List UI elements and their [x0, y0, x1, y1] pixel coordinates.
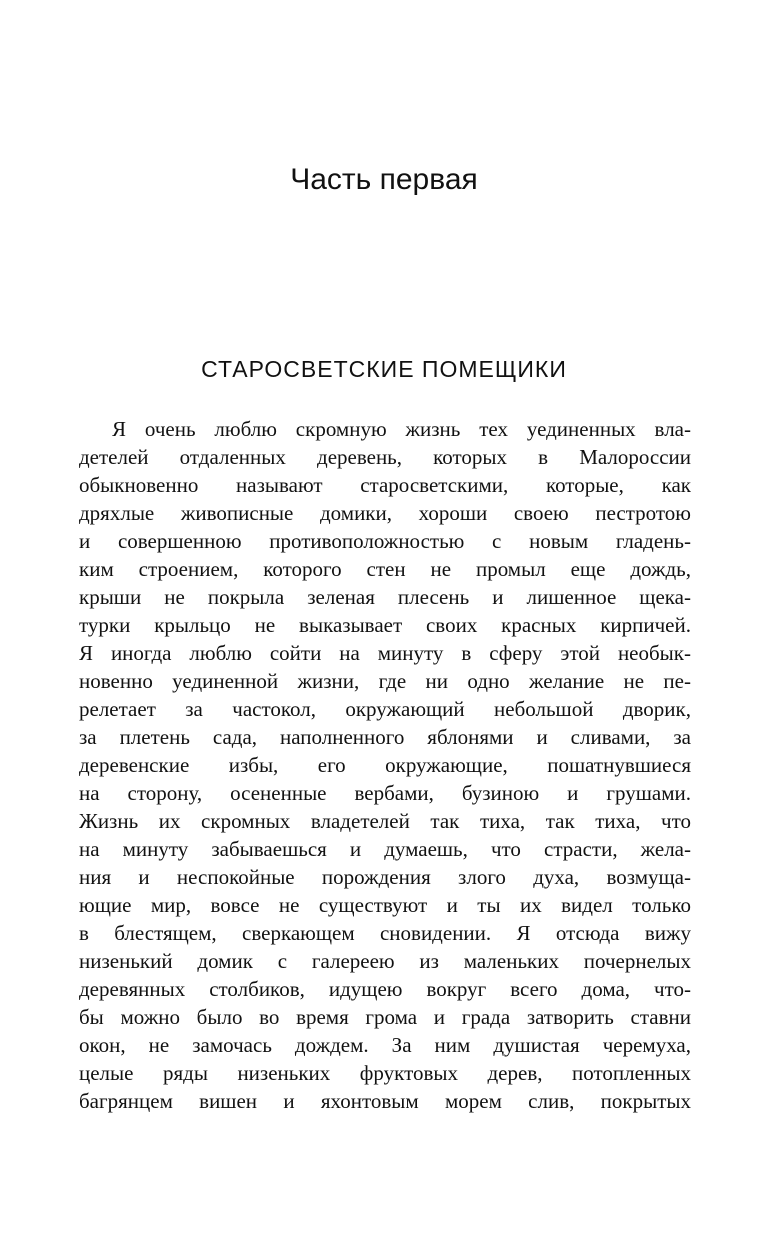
text-line: ющие мир, вовсе не существуют и ты их видел только [79, 893, 691, 917]
text-line: бы можно было во время грома и града затворить ставни [79, 1005, 691, 1029]
text-line: низенький домик с галереею из маленьких почернелых [79, 949, 691, 973]
text-line: и совершенною противоположностью с новым гладень- [79, 529, 691, 553]
text-line: ким строением, которого стен не промыл еще дождь, [79, 557, 691, 581]
text-line: багрянцем вишен и яхонтовым морем слив, покрытых [79, 1089, 691, 1113]
text-line: целые ряды низеньких фруктовых дерев, потопленных [79, 1061, 691, 1085]
text-line: в блестящем, сверкающем сновидении. Я отсюда вижу [79, 921, 691, 945]
text-line: турки крыльцо не выказывает своих красных кирпичей. [79, 613, 691, 637]
text-line: окон, не замочась дождем. За ним душистая черемуха, [79, 1033, 691, 1057]
text-line: новенно уединенной жизни, где ни одно желание не пе- [79, 669, 691, 693]
text-line: релетает за частокол, окружающий небольшой дворик, [79, 697, 691, 721]
text-line: за плетень сада, наполненного яблонями и сливами, за [79, 725, 691, 749]
text-line: ния и неспокойные порождения злого духа, возмуща- [79, 865, 691, 889]
text-line: на сторону, осененные вербами, бузиною и грушами. [79, 781, 691, 805]
text-line: Жизнь их скромных владетелей так тиха, так тиха, что [79, 809, 691, 833]
text-line: деревенские избы, его окружающие, пошатнувшиеся [79, 753, 691, 777]
text-line: деревянных столбиков, идущею вокруг всего дома, что- [79, 977, 691, 1001]
body-text [79, 415, 691, 1115]
text-line: дряхлые живописные домики, хороши своею пестротою [79, 501, 691, 525]
chapter-title: СТАРОСВЕТСКИЕ ПОМЕЩИКИ [201, 356, 567, 382]
part-title: Часть первая [290, 163, 478, 196]
text-line: крыши не покрыла зеленая плесень и лишенное щека- [79, 585, 691, 609]
text-line: на минуту забываешься и думаешь, что страсти, жела- [79, 837, 691, 861]
text-line: Я очень люблю скромную жизнь тех уединенных вла- [112, 417, 691, 441]
text-line: Я иногда люблю сойти на минуту в сферу этой необык- [79, 641, 691, 665]
text-line: обыкновенно называют старосветскими, которые, как [79, 473, 691, 497]
text-line: детелей отдаленных деревень, которых в Малороссии [79, 445, 691, 469]
